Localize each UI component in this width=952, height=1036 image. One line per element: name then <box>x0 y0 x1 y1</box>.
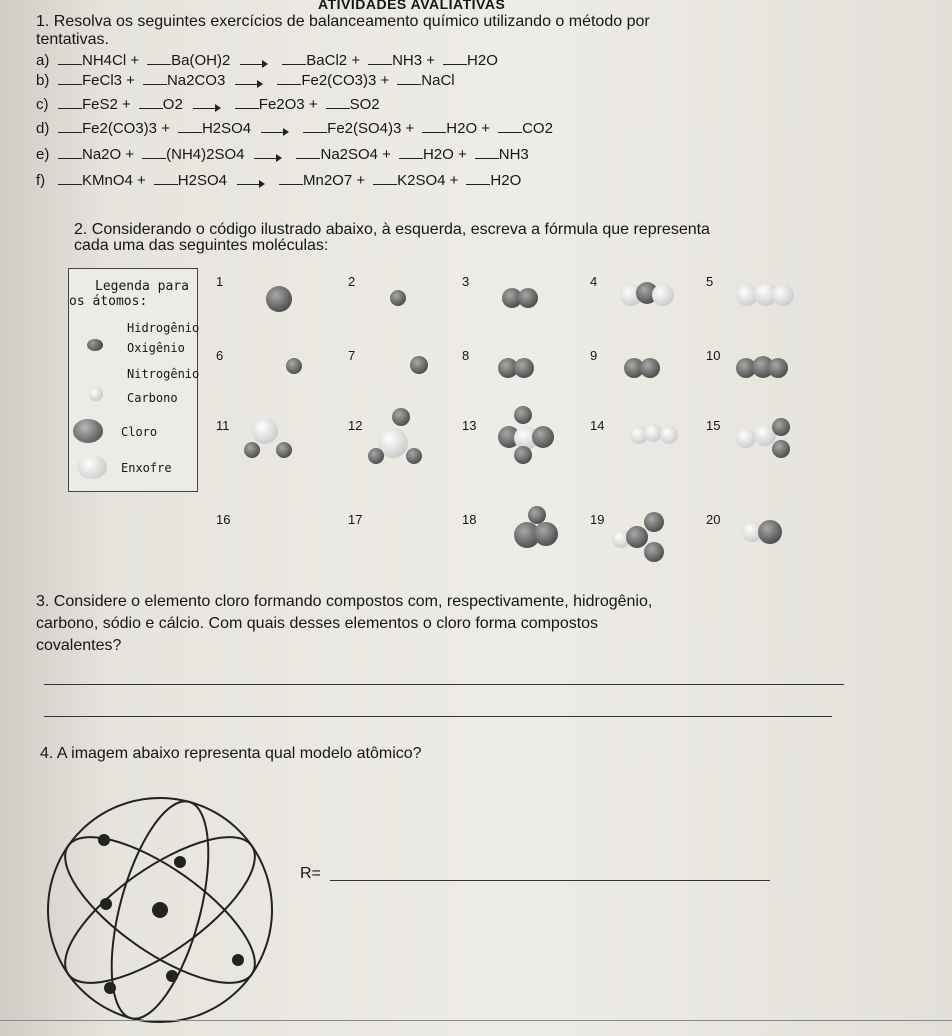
formula-term: NaCl <box>421 72 455 89</box>
reaction-arrow-icon <box>261 124 287 133</box>
equation-label: e) <box>36 146 50 163</box>
molecule-number: 14 <box>590 418 605 433</box>
formula-term: Fe2(CO3)3 + <box>301 72 390 89</box>
coefficient-blank[interactable] <box>58 70 82 85</box>
legend-chlorine: Cloro <box>121 425 158 439</box>
molecule-atom <box>736 428 756 448</box>
reaction-arrow-icon <box>193 100 219 109</box>
molecule-atom <box>390 290 406 306</box>
coefficient-blank[interactable] <box>58 94 82 109</box>
molecule-number: 16 <box>216 512 231 527</box>
coefficient-blank[interactable] <box>282 50 306 65</box>
coefficient-blank[interactable] <box>475 144 499 159</box>
legend-title-line2: os átomos: <box>69 294 148 309</box>
formula-term: NH3 + <box>392 52 436 69</box>
equation-row <box>36 170 529 189</box>
molecule-atom <box>514 446 532 464</box>
molecule-atom <box>244 442 260 458</box>
molecule-atom <box>644 512 664 532</box>
coefficient-blank[interactable] <box>147 50 171 65</box>
formula-term: Fe2(SO4)3 + <box>327 120 415 137</box>
carbon-atom-icon <box>89 387 103 401</box>
formula-term: H2O <box>467 52 498 69</box>
molecule-atom <box>534 522 558 546</box>
molecule-atom <box>652 284 674 306</box>
molecule-number: 3 <box>462 274 470 289</box>
electron <box>166 970 178 982</box>
formula-term: BaCl2 + <box>306 52 361 69</box>
q3-answer-line-2 <box>44 716 832 717</box>
molecule-number: 10 <box>706 348 721 363</box>
molecule-atom <box>644 542 664 562</box>
equation-row <box>36 50 506 69</box>
equation-label: b) <box>36 72 50 89</box>
molecule-number: 1 <box>216 274 224 289</box>
formula-term: Mn2O7 + <box>302 172 366 189</box>
molecule-number: 12 <box>348 418 363 433</box>
reaction-arrow-icon <box>235 76 261 85</box>
reaction-arrow-icon <box>237 176 263 185</box>
coefficient-blank[interactable] <box>326 94 350 109</box>
coefficient-blank[interactable] <box>235 94 259 109</box>
page-bottom-edge <box>0 1020 952 1021</box>
formula-term: FeS2 + <box>82 96 131 113</box>
molecule-atom <box>532 426 554 448</box>
molecule-number: 6 <box>216 348 224 363</box>
equation-label: d) <box>36 120 50 137</box>
q2-prompt-line2: cada uma das seguintes moléculas: <box>74 237 329 254</box>
atomic-model-diagram <box>40 790 280 1030</box>
molecule-atom <box>528 506 546 524</box>
reaction-arrow-icon <box>254 150 280 159</box>
q3-prompt-line2: carbono, sódio e cálcio. Com quais desses elementos o cloro forma compostos <box>36 615 599 632</box>
molecule-number: 13 <box>462 418 477 433</box>
q3-prompt-line3: covalentes? <box>36 637 122 654</box>
molecule-number: 20 <box>706 512 721 527</box>
molecule-number: 15 <box>706 418 721 433</box>
coefficient-blank[interactable] <box>58 118 82 133</box>
formula-term: NH3 <box>498 146 529 163</box>
electron <box>232 954 244 966</box>
molecule-atom <box>772 418 790 436</box>
coefficient-blank[interactable] <box>143 70 167 85</box>
coefficient-blank[interactable] <box>498 118 522 133</box>
molecule-atom <box>252 418 278 444</box>
molecule-atom <box>266 286 292 312</box>
formula-term: KMnO4 + <box>82 172 146 189</box>
legend-sulfur: Enxofre <box>121 461 172 475</box>
nucleus <box>152 902 168 918</box>
molecule-atom <box>772 284 794 306</box>
formula-term: H2SO4 <box>177 172 227 189</box>
molecule-atom <box>518 288 538 308</box>
molecule-number: 17 <box>348 512 363 527</box>
equation-row <box>36 144 537 163</box>
equation-label: a) <box>36 52 50 69</box>
coefficient-blank[interactable] <box>397 70 421 85</box>
electron <box>98 834 110 846</box>
reaction-arrow-icon <box>240 56 266 65</box>
molecule-atom <box>276 442 292 458</box>
equation-label: c) <box>36 96 49 113</box>
legend-hydrogen: Hidrogênio <box>127 321 200 335</box>
molecule-atom <box>392 408 410 426</box>
page-title: ATIVIDADES AVALIATIVAS <box>318 0 506 12</box>
electron <box>174 856 186 868</box>
sulfur-atom-icon <box>77 455 107 479</box>
molecule-number: 8 <box>462 348 470 363</box>
molecule-atom <box>768 358 788 378</box>
molecule-number: 9 <box>590 348 598 363</box>
formula-term: Fe2(CO3)3 + <box>82 120 170 137</box>
coefficient-blank[interactable] <box>296 144 320 159</box>
electron <box>100 898 112 910</box>
molecule-atom <box>410 356 428 374</box>
legend-carbon: Carbono <box>127 391 178 405</box>
formula-term: Fe2O3 + <box>258 96 318 113</box>
formula-term: H2SO4 <box>201 120 252 137</box>
molecule-number: 11 <box>216 418 230 433</box>
coefficient-blank[interactable] <box>178 118 202 133</box>
molecule-atom <box>406 448 422 464</box>
formula-term: Na2SO4 + <box>320 146 391 163</box>
legend-nitrogen: Nitrogênio <box>127 367 200 381</box>
coefficient-blank[interactable] <box>58 50 82 65</box>
molecule-atom <box>758 520 782 544</box>
formula-term: O2 <box>162 96 183 113</box>
q1-prompt-line2: tentativas. <box>36 31 109 48</box>
molecule-number: 7 <box>348 348 356 363</box>
q3-prompt-line1: 3. Considere o elemento cloro formando compostos com, respectivamente, hidrogênio, <box>36 593 653 610</box>
q3-answer-line-1 <box>44 684 844 685</box>
molecule-atom <box>660 426 678 444</box>
legend-oxygen: Oxigênio <box>127 341 185 355</box>
atom-legend <box>68 268 198 492</box>
formula-term: Na2O + <box>82 146 135 163</box>
q2-prompt-line1: 2. Considerando o código ilustrado abaixo, à esquerda, escreva a fórmula que representa <box>74 221 710 238</box>
coefficient-blank[interactable] <box>466 170 490 185</box>
molecule-number: 5 <box>706 274 714 289</box>
formula-term: H2O <box>490 172 522 189</box>
molecule-number: 4 <box>590 274 598 289</box>
molecule-atom <box>640 358 660 378</box>
molecule-atom <box>514 358 534 378</box>
q1-prompt-line1: 1. Resolva os seguintes exercícios de balanceamento químico utilizando o método por <box>36 13 650 30</box>
formula-term: Na2CO3 <box>166 72 226 89</box>
coefficient-blank[interactable] <box>399 144 423 159</box>
formula-term: K2SO4 + <box>397 172 459 189</box>
q4-prompt: 4. A imagem abaixo representa qual modelo atômico? <box>40 745 422 762</box>
coefficient-blank[interactable] <box>277 70 301 85</box>
equation-row <box>36 70 463 89</box>
q4-answer-label: R= <box>300 865 321 882</box>
molecule-atom <box>514 406 532 424</box>
q4-answer-line[interactable] <box>330 880 770 881</box>
molecule-atom <box>368 448 384 464</box>
molecule-number: 19 <box>590 512 605 527</box>
equation-row <box>36 94 388 113</box>
coefficient-blank[interactable] <box>422 118 446 133</box>
coefficient-blank[interactable] <box>154 170 178 185</box>
coefficient-blank[interactable] <box>139 94 163 109</box>
coefficient-blank[interactable] <box>58 170 82 185</box>
formula-term: H2O + <box>446 120 491 137</box>
formula-term: CO2 <box>522 120 553 137</box>
coefficient-blank[interactable] <box>58 144 82 159</box>
molecule-number: 2 <box>348 274 356 289</box>
coefficient-blank[interactable] <box>303 118 327 133</box>
formula-term: NH4Cl + <box>82 52 140 69</box>
molecule-atom <box>286 358 302 374</box>
formula-term: Ba(OH)2 <box>171 52 231 69</box>
formula-term: SO2 <box>349 96 380 113</box>
formula-term: H2O + <box>422 146 467 163</box>
electron <box>104 982 116 994</box>
formula-term: (NH4)2SO4 <box>166 146 245 163</box>
molecule-atom <box>772 440 790 458</box>
coefficient-blank[interactable] <box>443 50 467 65</box>
equation-label: f) <box>36 172 46 189</box>
oxygen-atom-icon <box>87 339 103 351</box>
coefficient-blank[interactable] <box>142 144 166 159</box>
coefficient-blank[interactable] <box>373 170 397 185</box>
molecule-number: 18 <box>462 512 477 527</box>
equation-row <box>36 118 561 137</box>
molecule-atom <box>626 526 648 548</box>
legend-title-line1: Legenda para <box>95 279 189 294</box>
coefficient-blank[interactable] <box>368 50 392 65</box>
chlorine-atom-icon <box>73 419 103 443</box>
coefficient-blank[interactable] <box>279 170 303 185</box>
formula-term: FeCl3 + <box>82 72 135 89</box>
